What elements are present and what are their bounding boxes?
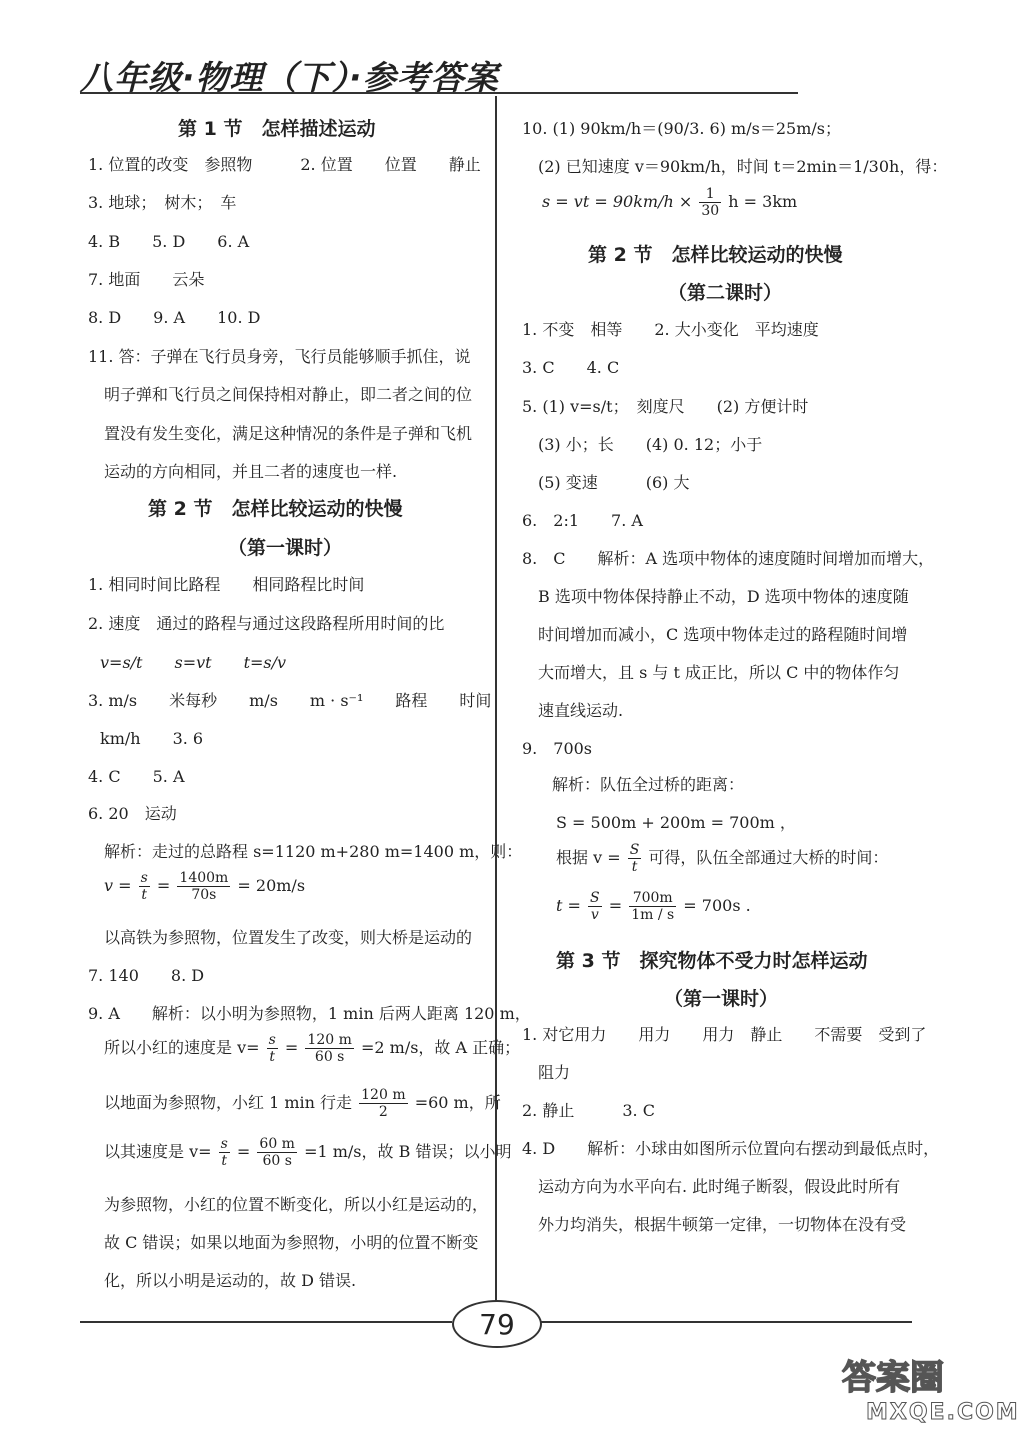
- section-1-title: 第 1 节 怎样描述运动: [178, 118, 376, 140]
- answer-line: 1. 对它用力 用力 用力 静止 不需要 受到了: [522, 1025, 927, 1044]
- answer-line: 解析：队伍全过桥的距离：: [552, 775, 745, 794]
- equation-line: v = $\frac{s}{t}$ = $\frac{1400m}{70s}$ = 20m/s: [104, 870, 306, 903]
- answer-line: 大而增大，且 s 与 t 成正比，所以 C 中的物体作匀: [538, 663, 900, 682]
- answer-line: 阻力: [538, 1063, 571, 1082]
- footer-rule-left: [80, 1321, 452, 1323]
- answer-line: 解析：走过的总路程 s=1120 m+280 m=1400 m，则：: [104, 842, 523, 861]
- answer-line: 7. 140 8. D: [88, 966, 205, 985]
- page-header-title: 八年级·物理（下）·参考答案: [80, 58, 499, 97]
- answer-line: 3. 地球； 树木； 车: [88, 193, 237, 212]
- answer-line: 以高铁为参照物，位置发生了改变，则大桥是运动的: [104, 928, 473, 947]
- answer-line: 故 C 错误；如果以地面为参照物，小明的位置不断变: [104, 1233, 479, 1252]
- answer-line: 时间增加而减小，C 选项中物体走过的路程随时间增: [538, 625, 908, 644]
- watermark-logo: 答案圈: [842, 1358, 944, 1398]
- equation-line: t = $\frac{S}{v}$ = $\frac{700m}{1m / s}$ = 700s .: [556, 890, 751, 923]
- answer-line: 明子弹和飞行员之间保持相对静止，即二者之间的位: [104, 385, 473, 404]
- section-3-title: 第 3 节 探究物体不受力时怎样运动: [556, 950, 868, 972]
- answer-line: 7. 地面 云朵: [88, 270, 205, 289]
- equation-line: S = 500m + 200m = 700m ，: [556, 813, 796, 832]
- page-number: 79: [479, 1307, 515, 1341]
- answer-line: 5. (1) v=s/t； 刻度尺 (2) 方便计时: [522, 397, 809, 416]
- answer-line: 4. C 5. A: [88, 767, 185, 786]
- equation-line: 以其速度是 v= $\frac{s}{t}$ = $\frac{60 m}{60 s}$ =1 m/s，故 B 错误；以小明: [104, 1136, 512, 1169]
- equation-line: 根据 v = $\frac{S}{t}$ 可得，队伍全部通过大桥的时间：: [556, 842, 889, 875]
- answer-line: (2) 已知速度 v＝90km/h，时间 t＝2min＝1/30h，得：: [538, 157, 948, 176]
- answer-line: 6. 2:1 7. A: [522, 511, 643, 530]
- watermark-url: MXQE.COM: [866, 1400, 1020, 1425]
- answer-line: 速直线运动.: [538, 701, 624, 720]
- answer-line: 4. D 解析：小球由如图所示位置向右摆动到最低点时，: [522, 1139, 940, 1158]
- answer-line: 3. C 4. C: [522, 358, 620, 377]
- answer-line: 1. 不变 相等 2. 大小变化 平均速度: [522, 320, 819, 339]
- answer-line: 运动的方向相同，并且二者的速度也一样.: [104, 462, 398, 481]
- answer-line: 3. m/s 米每秒 m/s m · s⁻¹ 路程 时间: [88, 691, 492, 710]
- equation-line: s = vt = 90km/h × $\frac{1}{30}$ h = 3km: [542, 186, 798, 219]
- section-2-subtitle: （第一课时）: [228, 537, 343, 559]
- column-divider: [495, 96, 497, 1316]
- answer-line: 4. B 5. D 6. A: [88, 232, 250, 251]
- answer-line: 1. 相同时间比路程 相同路程比时间: [88, 575, 365, 594]
- section-2-title-right: 第 2 节 怎样比较运动的快慢: [588, 244, 843, 266]
- answer-line: 1. 位置的改变 参照物 2. 位置 位置 静止: [88, 155, 481, 174]
- section-2-title: 第 2 节 怎样比较运动的快慢: [148, 498, 403, 520]
- answer-line: 2. 静止 3. C: [522, 1101, 655, 1120]
- page-number-badge: [452, 1300, 542, 1348]
- equation-line: 以地面为参照物，小红 1 min 行走 $\frac{120 m}{2}$ =60 m，所: [104, 1087, 501, 1120]
- answer-line: 2. 速度 通过的路程与通过这段路程所用时间的比: [88, 614, 445, 633]
- footer-rule-right: [538, 1321, 912, 1323]
- answer-line: 8. D 9. A 10. D: [88, 308, 261, 327]
- answer-line: 8. C 解析：A 选项中物体的速度随时间增加而增大，: [522, 549, 935, 568]
- answer-line: 运动方向为水平向右. 此时绳子断裂，假设此时所有: [538, 1177, 901, 1196]
- answer-line: B 选项中物体保持静止不动，D 选项中物体的速度随: [538, 587, 909, 606]
- answer-line: 化，所以小明是运动的，故 D 错误.: [104, 1271, 357, 1290]
- answer-line: km/h 3. 6: [100, 729, 204, 748]
- answer-line: 9. 700s: [522, 739, 593, 758]
- answer-line: 外力均消失，根据牛顿第一定律，一切物体在没有受: [538, 1215, 907, 1234]
- section-2-subtitle-right: （第二课时）: [668, 282, 783, 304]
- answer-line: 10. (1) 90km/h＝(90/3. 6) m/s＝25m/s；: [522, 119, 841, 138]
- answer-line: 11. 答：子弹在飞行员身旁，飞行员能够顺手抓住，说: [88, 347, 471, 366]
- section-3-subtitle: （第一课时）: [664, 988, 779, 1010]
- answer-line: 置没有发生变化，满足这种情况的条件是子弹和飞机: [104, 424, 473, 443]
- header-rule: [80, 92, 798, 94]
- answer-line: (3) 小；长 (4) 0. 12；小于: [538, 435, 763, 454]
- answer-line: 9. A 解析：以小明为参照物，1 min 后两人距离 120 m，: [88, 1004, 531, 1023]
- equation-line: 所以小红的速度是 v= $\frac{s}{t}$ = $\frac{120 m}{60 s}$ =2 m/s，故 A 正确；: [104, 1032, 521, 1065]
- answer-line: (5) 变速 (6) 大: [538, 473, 690, 492]
- formula-line: v=s/t s=vt t=s/v: [100, 653, 287, 672]
- answer-line: 6. 20 运动: [88, 804, 177, 823]
- answer-line: 为参照物，小红的位置不断变化，所以小红是运动的，: [104, 1195, 489, 1214]
